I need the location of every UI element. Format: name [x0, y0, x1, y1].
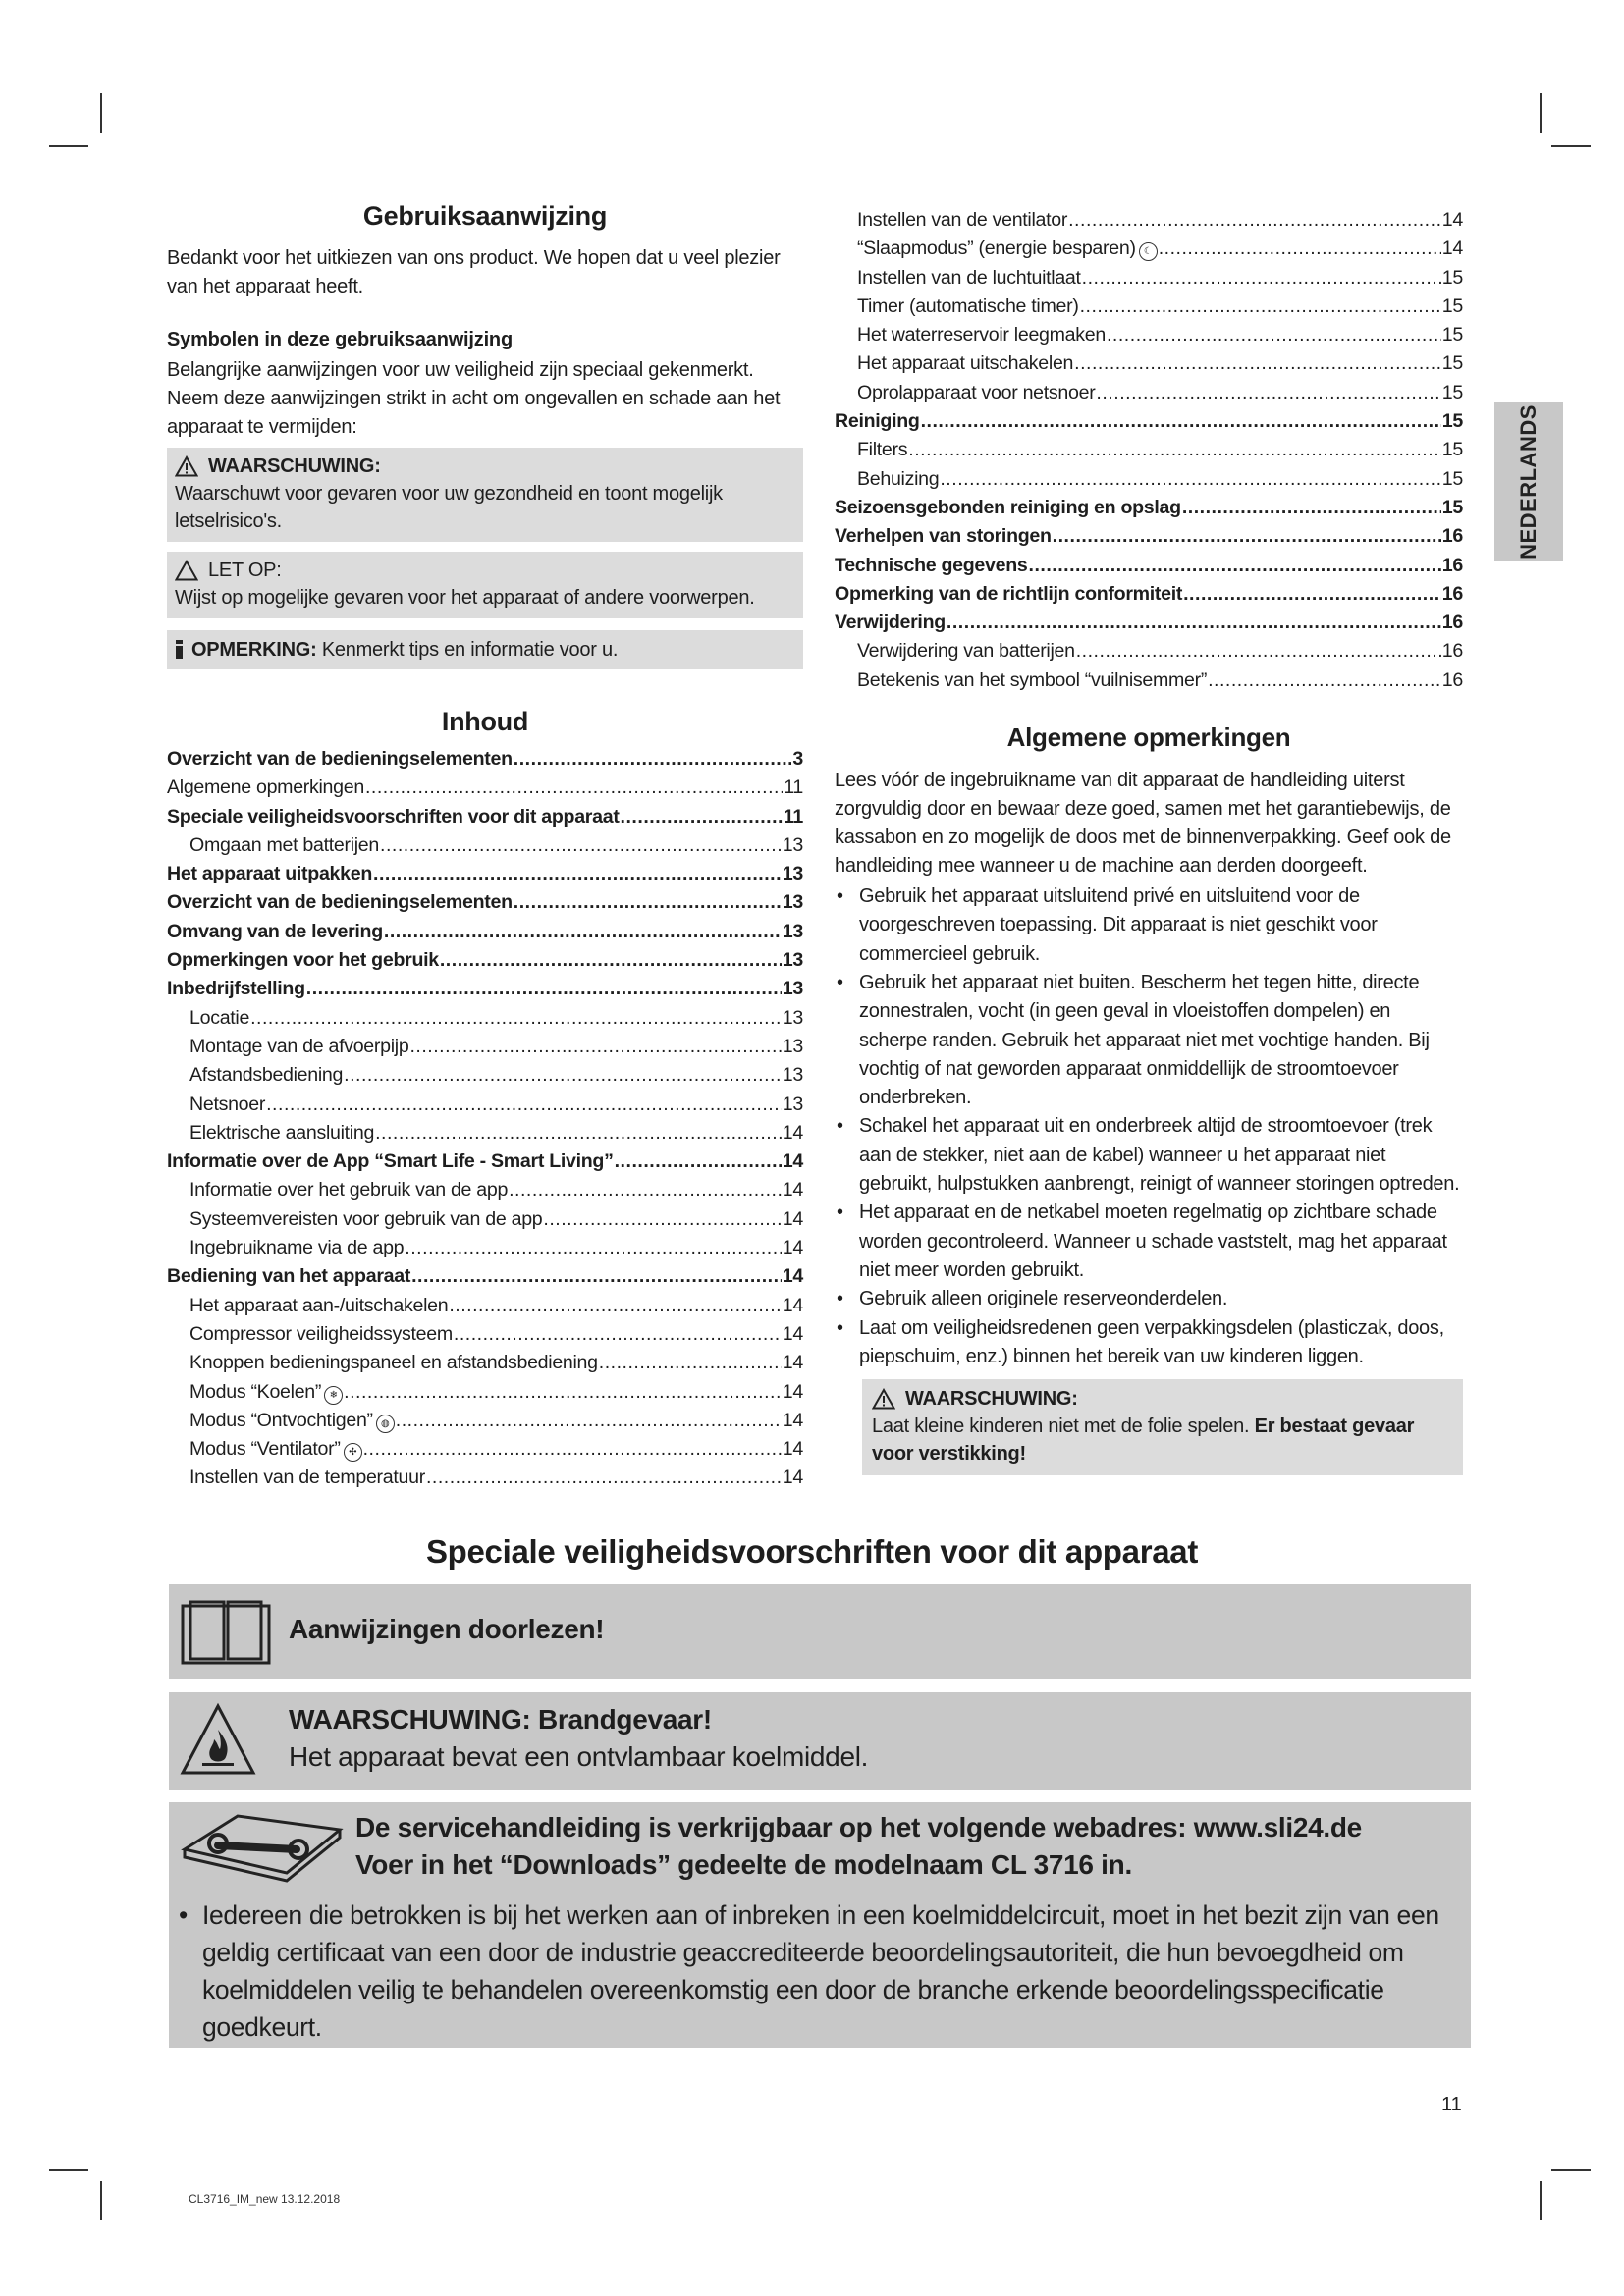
- toc-entry: [835, 349, 1463, 378]
- mode-icon: ☾: [1139, 242, 1158, 261]
- toc-entry-title: Speciale veiligheidsvoorschriften voor dit apparaat: [167, 805, 620, 828]
- toc-entry-title: Modus “Ontvochtigen”: [189, 1409, 373, 1431]
- toc-entry-title: Verwijdering: [835, 612, 946, 634]
- toc-entry-title: Het waterreservoir leegmaken: [857, 324, 1106, 347]
- toc-entry-title: Instellen van de luchtuitlaat: [857, 266, 1081, 289]
- toc-leader-dots: [1182, 494, 1441, 522]
- toc-entry-title: Ingebruikname via de app: [189, 1237, 405, 1259]
- service-line-1: De servicehandleiding is verkrijgbaar op het volgende webadres: www.sli24.de: [355, 1812, 1362, 1842]
- toc-entry: [167, 860, 803, 888]
- toc-leader-dots: [363, 1435, 782, 1464]
- general-warning-title: WAARSCHUWING:: [905, 1388, 1078, 1411]
- toc-leader-dots: [306, 975, 782, 1003]
- toc-entry: [835, 293, 1463, 321]
- toc-page-number: 14: [782, 1322, 803, 1345]
- toc-page-number: 13: [782, 1064, 803, 1087]
- toc-leader-dots: [615, 1148, 782, 1176]
- service-line-2: Voer in het “Downloads” gedeelte de modelnaam CL 3716 in.: [355, 1849, 1132, 1880]
- toc-entry: [167, 1349, 803, 1377]
- toc-heading: Inhoud: [441, 707, 529, 736]
- toc-page-number: 15: [1441, 294, 1463, 317]
- toc-leader-dots: [440, 946, 782, 975]
- toc-leader-dots: [1074, 349, 1441, 378]
- toc-leader-dots: [908, 436, 1441, 464]
- toc-page-number: 15: [1441, 439, 1463, 461]
- toc-leader-dots: [1107, 321, 1441, 349]
- warning-triangle-icon: [872, 1388, 895, 1410]
- mode-icon: ◍: [376, 1415, 395, 1433]
- toc-entry: [835, 321, 1463, 349]
- warning-triangle-icon: [175, 455, 198, 477]
- toc-entry: [167, 975, 803, 1003]
- toc-page-number: 14: [782, 1207, 803, 1230]
- crop-mark: [49, 145, 88, 147]
- toc-page-number: 14: [782, 1438, 803, 1461]
- toc-leader-dots: [384, 918, 782, 946]
- bullet-item: • Gebruik alleen originele reserveonderdelen.: [835, 1285, 1463, 1313]
- toc-leader-dots: [1208, 667, 1441, 695]
- toc-entry-title: Compressor veiligheidssysteem: [189, 1322, 453, 1345]
- caution-text: Wijst op mogelijke gevaren voor het apparaat of andere voorwerpen.: [175, 587, 755, 609]
- toc-entry-title: Instellen van de ventilator: [857, 209, 1068, 231]
- toc-leader-dots: [1082, 264, 1441, 293]
- toc-entry: [167, 1004, 803, 1033]
- toc-leader-dots: [921, 407, 1441, 436]
- left-column: [167, 201, 803, 1493]
- toc-page-number: 13: [782, 863, 803, 885]
- toc-leader-dots: [454, 1320, 782, 1349]
- toc-entry-title: Netsnoer: [189, 1093, 266, 1115]
- bullet-item: • Het apparaat en de netkabel moeten regelmatig op zichtbare schade worden gecontroleerd. Wanneer u schade vaststelt, mag het apparaat niet meer worden gebruikt.: [835, 1199, 1463, 1285]
- toc-leader-dots: [344, 1378, 782, 1407]
- toc-entry: [167, 1061, 803, 1090]
- toc-leader-dots: [411, 1262, 782, 1291]
- caution-title: LET OP:: [208, 560, 282, 581]
- toc-leader-dots: [1096, 379, 1440, 407]
- toc-entry: [167, 1435, 803, 1464]
- toc-entry-title: Knoppen bedieningspaneel en afstandsbediening: [189, 1352, 598, 1374]
- toc-entry-title: Modus “Ventilator”: [189, 1438, 341, 1461]
- toc-entry-title: Algemene opmerkingen: [167, 776, 364, 799]
- toc-leader-dots: [1076, 637, 1441, 666]
- toc-entry-title: Montage van de afvoerpijp: [189, 1035, 409, 1057]
- toc-leader-dots: [514, 745, 792, 774]
- toc-entry-title: Overzicht van de bedieningselementen: [167, 748, 513, 770]
- general-bullets: [835, 882, 1463, 1371]
- toc-entry: [167, 1119, 803, 1148]
- toc-entry-title: Locatie: [189, 1006, 250, 1029]
- toc-entry-title: Reiniging: [835, 410, 920, 433]
- toc-leader-dots: [940, 465, 1440, 494]
- toc-leader-dots: [250, 1004, 782, 1033]
- mode-icon: ✣: [344, 1443, 362, 1462]
- toc-leader-dots: [1159, 235, 1441, 263]
- toc-page-number: 13: [782, 920, 803, 942]
- service-bullet: • Iedereen die betrokken is bij het werken aan of inbreken in een koelmiddelcircuit, moet in het bezit zijn van een geldig certificaat van een door de industrie geaccrediteerde beoordelingsautoriteit, die hun bevoegdheid om koelmiddelen veilig te behandelen overeenkomstig een door de branche erkende beoordelingsspecificatie goedkeurt.: [179, 1900, 1439, 2042]
- service-manual-icon: [179, 1810, 346, 1887]
- flammable-warning-icon: [179, 1702, 257, 1777]
- toc-page-number: 15: [1441, 324, 1463, 347]
- toc-entry-title: Het apparaat aan-/uitschakelen: [189, 1294, 449, 1316]
- crop-mark: [1551, 2169, 1591, 2171]
- right-column: [835, 206, 1463, 1475]
- toc-leader-dots: [621, 803, 783, 831]
- toc-entry: [835, 465, 1463, 494]
- symbols-heading: Symbolen in deze gebruiksaanwijzing: [167, 329, 513, 350]
- toc-entry: [835, 235, 1463, 263]
- toc-page-number: 14: [782, 1352, 803, 1374]
- toc-list-right: [835, 206, 1463, 695]
- footer-print-info: CL3716_IM_new 13.12.2018: [189, 2192, 341, 2206]
- fire-warning-title: WAARSCHUWING: Brandgevaar!: [289, 1704, 712, 1735]
- crop-mark: [100, 2181, 102, 2220]
- read-instructions-box: [169, 1584, 1471, 1679]
- toc-page-number: 13: [782, 1006, 803, 1029]
- general-warning-box: [862, 1379, 1463, 1475]
- toc-page-number: 14: [782, 1409, 803, 1431]
- toc-entry: [835, 667, 1463, 695]
- toc-page-number: 16: [1441, 668, 1463, 691]
- intro-text: Bedankt voor het uitkiezen van ons product. We hopen dat u veel plezier van het apparaat heeft.: [167, 247, 781, 297]
- toc-entry-title: Het apparaat uitpakken: [167, 863, 372, 885]
- info-icon: [175, 640, 184, 659]
- crop-mark: [49, 2169, 88, 2171]
- toc-entry-title: Behuizing: [857, 467, 940, 490]
- toc-entry-title: Modus “Koelen”: [189, 1380, 322, 1403]
- toc-entry-title: Inbedrijfstelling: [167, 978, 305, 1000]
- toc-entry-title: Verhelpen van storingen: [835, 525, 1052, 548]
- toc-leader-dots: [1029, 552, 1441, 580]
- toc-page-number: 15: [1441, 381, 1463, 403]
- service-bullet-text: Iedereen die betrokken is bij het werken aan of inbreken in een koelmiddelcircuit, moet in het bezit zijn van een geldig certificaat van een door de industrie geaccrediteerde beoordelingsautoriteit, die hun bevoegdheid om koelmiddelen veilig te behandelen overeenkomstig een door de branche erkende beoordelingsspecificatie goedkeurt.: [202, 1900, 1439, 2042]
- toc-leader-dots: [396, 1407, 782, 1435]
- toc-page-number: 14: [782, 1237, 803, 1259]
- toc-entry: [835, 206, 1463, 235]
- toc-page-number: 14: [782, 1467, 803, 1489]
- toc-page-number: 14: [1441, 209, 1463, 231]
- toc-entry: [835, 552, 1463, 580]
- toc-entry-title: Verwijdering van batterijen: [857, 640, 1075, 663]
- read-instructions-text: Aanwijzingen doorlezen!: [289, 1614, 605, 1644]
- crop-mark: [100, 93, 102, 133]
- toc-page-number: 13: [782, 949, 803, 972]
- page-number: 11: [1441, 2094, 1462, 2115]
- page-title: Gebruiksaanwijzing: [362, 201, 608, 231]
- toc-leader-dots: [514, 888, 782, 917]
- toc-page-number: 15: [1441, 266, 1463, 289]
- toc-page-number: 16: [1441, 612, 1463, 634]
- crop-mark: [1551, 145, 1591, 147]
- toc-leader-dots: [365, 774, 783, 802]
- toc-entry-title: Informatie over het gebruik van de app: [189, 1179, 509, 1201]
- toc-entry: [835, 494, 1463, 522]
- toc-entry: [835, 609, 1463, 637]
- toc-leader-dots: [947, 609, 1441, 637]
- toc-page-number: 3: [792, 748, 803, 770]
- toc-entry: [167, 946, 803, 975]
- toc-entry: [167, 1464, 803, 1492]
- toc-leader-dots: [380, 831, 782, 860]
- toc-entry: [167, 1292, 803, 1320]
- toc-leader-dots: [543, 1205, 781, 1234]
- toc-entry: [167, 888, 803, 917]
- toc-entry-title: Timer (automatische timer): [857, 294, 1079, 317]
- toc-entry: [167, 1262, 803, 1291]
- toc-entry: [167, 803, 803, 831]
- toc-page-number: 16: [1441, 554, 1463, 576]
- toc-entry: [167, 1378, 803, 1407]
- toc-page-number: 14: [782, 1179, 803, 1201]
- toc-entry-title: Afstandsbediening: [189, 1064, 344, 1087]
- toc-entry-title: Overzicht van de bedieningselementen: [167, 891, 513, 914]
- fire-warning-text: Het apparaat bevat een ontvlambaar koelmiddel.: [289, 1741, 869, 1772]
- crop-mark: [1540, 2181, 1542, 2220]
- warning-box: [167, 448, 803, 542]
- caution-triangle-icon: [175, 560, 198, 581]
- toc-page-number: 13: [782, 1093, 803, 1115]
- toc-entry: [835, 379, 1463, 407]
- warning-text: Waarschuwt voor gevaren voor uw gezondheid en toont mogelijk letselrisico's.: [175, 483, 723, 532]
- symbols-text: Belangrijke aanwijzingen voor uw veiligheid zijn speciaal gekenmerkt. Neem deze aanwijzingen strikt in acht om ongevallen en schade aan het apparaat te vermijden:: [167, 359, 781, 438]
- safety-heading: Speciale veiligheidsvoorschriften voor dit apparaat: [425, 1533, 1199, 1570]
- toc-page-number: 14: [782, 1150, 803, 1173]
- toc-entry: [167, 1091, 803, 1119]
- toc-leader-dots: [426, 1464, 782, 1492]
- bullet-item: • Gebruik het apparaat uitsluitend privé en uitsluitend voor de voorgeschreven toepassing. Dit apparaat is niet geschikt voor commercieel gebruik.: [835, 882, 1463, 969]
- toc-entry-title: “Slaapmodus” (energie besparen): [857, 238, 1136, 260]
- language-tab-label: NEDERLANDS: [1516, 404, 1541, 560]
- note-title: OPMERKING:: [191, 639, 317, 661]
- toc-page-number: 13: [782, 978, 803, 1000]
- crop-mark: [1540, 93, 1542, 133]
- general-heading: Algemene opmerkingen: [1006, 722, 1291, 753]
- note-box: [167, 630, 803, 669]
- toc-leader-dots: [599, 1349, 782, 1377]
- toc-page-number: 14: [782, 1121, 803, 1144]
- toc-leader-dots: [1080, 293, 1441, 321]
- toc-entry: [167, 831, 803, 860]
- toc-entry: [167, 1033, 803, 1061]
- mode-icon: ❄: [324, 1386, 343, 1405]
- general-text: Lees vóór de ingebruikname van dit apparaat de handleiding uiterst zorgvuldig door en bewaar deze goed, samen met het garantiebewijs, de kassabon en zo mogelijk de doos met de binnenverpakking. Geef ook de handleiding mee wanneer u de machine aan derden doorgeeft.: [835, 770, 1451, 878]
- toc-leader-dots: [1053, 522, 1441, 551]
- toc-page-number: 13: [782, 891, 803, 914]
- toc-page-number: 15: [1441, 467, 1463, 490]
- toc-entry-title: Informatie over de App “Smart Life - Smart Living”: [167, 1150, 614, 1173]
- toc-entry: [167, 1205, 803, 1234]
- toc-page-number: 14: [782, 1294, 803, 1316]
- toc-leader-dots: [373, 860, 782, 888]
- toc-page-number: 15: [1441, 410, 1463, 433]
- toc-entry-title: Oprolapparaat voor netsnoer: [857, 381, 1096, 403]
- toc-page-number: 15: [1441, 352, 1463, 375]
- toc-entry: [167, 1320, 803, 1349]
- toc-entry-title: Filters: [857, 439, 908, 461]
- toc-page-number: 11: [784, 776, 803, 799]
- toc-entry: [167, 745, 803, 774]
- toc-list-left: [167, 745, 803, 1493]
- toc-entry-title: Bediening van het apparaat: [167, 1265, 411, 1288]
- toc-entry: [835, 637, 1463, 666]
- toc-entry: [167, 1176, 803, 1204]
- toc-page-number: 14: [782, 1380, 803, 1403]
- toc-entry-title: Systeemvereisten voor gebruik van de app: [189, 1207, 543, 1230]
- toc-leader-dots: [509, 1176, 782, 1204]
- warning-title: WAARSCHUWING:: [208, 455, 381, 477]
- toc-leader-dots: [405, 1234, 782, 1262]
- toc-entry: [167, 918, 803, 946]
- bullet-item: • Laat om veiligheidsredenen geen verpakkingsdelen (plasticzak, doos, piepschuim, enz.) binnen het bereik van uw kinderen liggen.: [835, 1314, 1463, 1372]
- toc-entry: [167, 774, 803, 802]
- toc-leader-dots: [1183, 580, 1441, 609]
- toc-entry-title: Betekenis van het symbool “vuilnisemmer”: [857, 668, 1208, 691]
- toc-entry: [835, 436, 1463, 464]
- toc-page-number: 14: [782, 1265, 803, 1288]
- toc-page-number: 14: [1441, 238, 1463, 260]
- toc-entry: [167, 1148, 803, 1176]
- toc-entry-title: Opmerkingen voor het gebruik: [167, 949, 439, 972]
- bullet-item: • Gebruik het apparaat niet buiten. Bescherm het tegen hitte, directe zonnestralen, vocht (in geen geval in vloeistoffen dompelen) en scherpe randen. Gebruik het apparaat niet met vochtige handen. Bij vochtig of nat geworden apparaat onmiddellijk de stroomtoevoer onderbreken.: [835, 969, 1463, 1112]
- caution-box: [167, 552, 803, 618]
- toc-entry-title: Instellen van de temperatuur: [189, 1467, 425, 1489]
- service-manual-box: [169, 1802, 1471, 2048]
- toc-entry-title: Het apparaat uitschakelen: [857, 352, 1074, 375]
- toc-page-number: 16: [1441, 525, 1463, 548]
- toc-page-number: 13: [782, 1035, 803, 1057]
- toc-entry: [167, 1407, 803, 1435]
- toc-entry-title: Elektrische aansluiting: [189, 1121, 375, 1144]
- toc-leader-dots: [266, 1091, 782, 1119]
- toc-entry-title: Seizoensgebonden reiniging en opslag: [835, 496, 1181, 518]
- toc-entry-title: Omvang van de levering: [167, 920, 383, 942]
- fire-warning-box: [169, 1692, 1471, 1790]
- toc-entry: [835, 580, 1463, 609]
- bullet-item: • Schakel het apparaat uit en onderbreek altijd de stroomtoevoer (trek aan de stekker, niet aan de kabel) wanneer u het apparaat niet gebruikt, hulpstukken aanbrengt, reinigt of wanneer storingen optreden.: [835, 1112, 1463, 1199]
- general-warning-bold: Er bestaat gevaar voor verstikking!: [872, 1415, 1415, 1466]
- toc-leader-dots: [344, 1061, 782, 1090]
- toc-entry-title: Opmerking van de richtlijn conformiteit: [835, 582, 1183, 605]
- toc-leader-dots: [375, 1119, 782, 1148]
- toc-entry: [835, 522, 1463, 551]
- note-text: Kenmerkt tips en informatie voor u.: [321, 639, 619, 661]
- toc-leader-dots: [409, 1033, 781, 1061]
- toc-entry: [835, 407, 1463, 436]
- toc-entry: [835, 264, 1463, 293]
- toc-leader-dots: [449, 1292, 781, 1320]
- toc-entry: [167, 1234, 803, 1262]
- toc-page-number: 15: [1441, 496, 1463, 518]
- toc-entry-title: Technische gegevens: [835, 554, 1028, 576]
- toc-page-number: 13: [782, 833, 803, 856]
- language-tab: [1494, 402, 1563, 561]
- toc-page-number: 16: [1441, 582, 1463, 605]
- toc-entry-title: Omgaan met batterijen: [189, 833, 380, 856]
- toc-leader-dots: [1068, 206, 1441, 235]
- open-book-icon: [179, 1598, 273, 1667]
- general-warning-text: Laat kleine kinderen niet met de folie spelen.: [872, 1415, 1250, 1438]
- toc-page-number: 16: [1441, 640, 1463, 663]
- toc-page-number: 11: [783, 805, 803, 828]
